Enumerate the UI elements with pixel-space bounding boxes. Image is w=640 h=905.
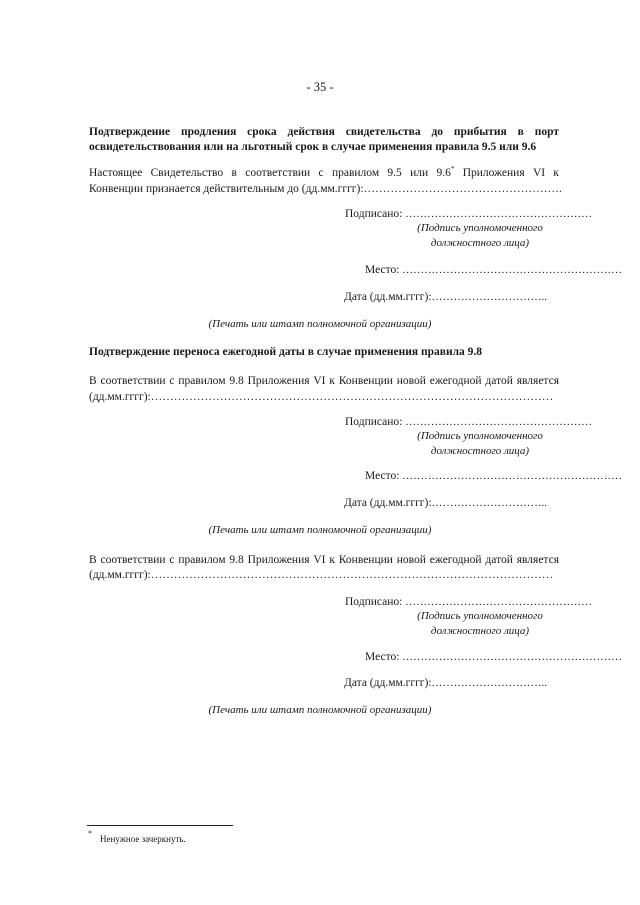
date-field	[344, 496, 560, 510]
place-dots: ……………………………………………………	[402, 651, 623, 663]
signature-caption	[400, 609, 560, 639]
signature-caption-line2: должностного лица)	[430, 625, 530, 637]
signed-label: Подписано:	[345, 208, 403, 220]
extension-paragraph-line1	[89, 165, 559, 181]
signed-field	[345, 207, 593, 221]
seal-caption: (Печать или штамп полномочной организации)	[208, 704, 432, 716]
place-label: Место:	[365, 470, 400, 482]
place-label: Место:	[365, 264, 400, 276]
annual-date-paragraph-line1: В соответствии с правилом 9.8 Приложения VI к Конвенции новой ежегодной датой является	[89, 554, 559, 566]
annual-date-paragraph-line2: (дд.мм.гггг):……………………………………………………………………………………………	[89, 569, 554, 581]
seal-caption: (Печать или штамп полномочной организации)	[208, 318, 432, 330]
footnote-divider	[87, 825, 233, 826]
footnote-text: Ненужное зачеркнуть.	[100, 834, 186, 844]
date-dots: …………………………..	[431, 291, 548, 303]
signed-field	[345, 415, 593, 429]
place-field	[365, 263, 623, 277]
signed-dots: ……………………………………………	[405, 596, 593, 608]
signature-caption-line1: (Подпись уполномоченного	[417, 430, 543, 442]
signature-caption	[400, 429, 560, 459]
page-number: - 35 -	[306, 80, 334, 94]
place-field	[365, 650, 623, 664]
place-dots: ……………………………………………………	[402, 264, 623, 276]
date-label: Дата (дд.мм.гггг):	[344, 497, 432, 509]
place-field	[365, 469, 623, 483]
extension-paragraph-text: Настоящее Свидетельство в соответствии с правилом 9.5 или 9.6	[89, 167, 451, 179]
seal-caption: (Печать или штамп полномочной организации)	[208, 524, 432, 536]
place-dots: ……………………………………………………	[402, 470, 623, 482]
place-label: Место:	[365, 651, 400, 663]
signed-field	[345, 595, 593, 609]
annual-date-paragraph-line1: В соответствии с правилом 9.8 Приложения VI к Конвенции новой ежегодной датой является	[89, 375, 559, 387]
section-heading-extension-line2: освидетельствования или на льготный срок в случае применения правила 9.5 или 9.6	[89, 141, 537, 153]
date-field	[344, 290, 560, 304]
signed-dots: ……………………………………………	[405, 416, 593, 428]
signature-caption-line2: должностного лица)	[430, 237, 530, 249]
date-dots: …………………………..	[431, 677, 548, 689]
extension-paragraph-text-end: Приложения VI к	[454, 167, 559, 179]
date-label: Дата (дд.мм.гггг):	[344, 291, 432, 303]
signature-caption	[400, 221, 560, 251]
extension-paragraph-line2: Конвенции признается действительным до (дд.мм.гггг):…………………………………………….	[89, 183, 562, 195]
date-dots: …………………………..	[431, 497, 548, 509]
signature-caption-line1: (Подпись уполномоченного	[417, 610, 543, 622]
footnote-mark: *	[88, 829, 92, 838]
date-label: Дата (дд.мм.гггг):	[344, 677, 432, 689]
signed-dots: ……………………………………………	[405, 208, 593, 220]
section-heading-annual-date: Подтверждение переноса ежегодной даты в случае применения правила 9.8	[89, 346, 483, 358]
signed-label: Подписано:	[345, 596, 403, 608]
annual-date-paragraph-line2: (дд.мм.гггг):……………………………………………………………………………………………	[89, 391, 554, 403]
footnote-reference: *	[450, 165, 455, 174]
section-heading-extension: Подтверждение продления срока действия свидетельства до прибытия в порт	[89, 126, 559, 138]
signature-caption-line2: должностного лица)	[430, 445, 530, 457]
date-field	[344, 676, 560, 690]
signed-label: Подписано:	[345, 416, 403, 428]
signature-caption-line1: (Подпись уполномоченного	[417, 222, 543, 234]
